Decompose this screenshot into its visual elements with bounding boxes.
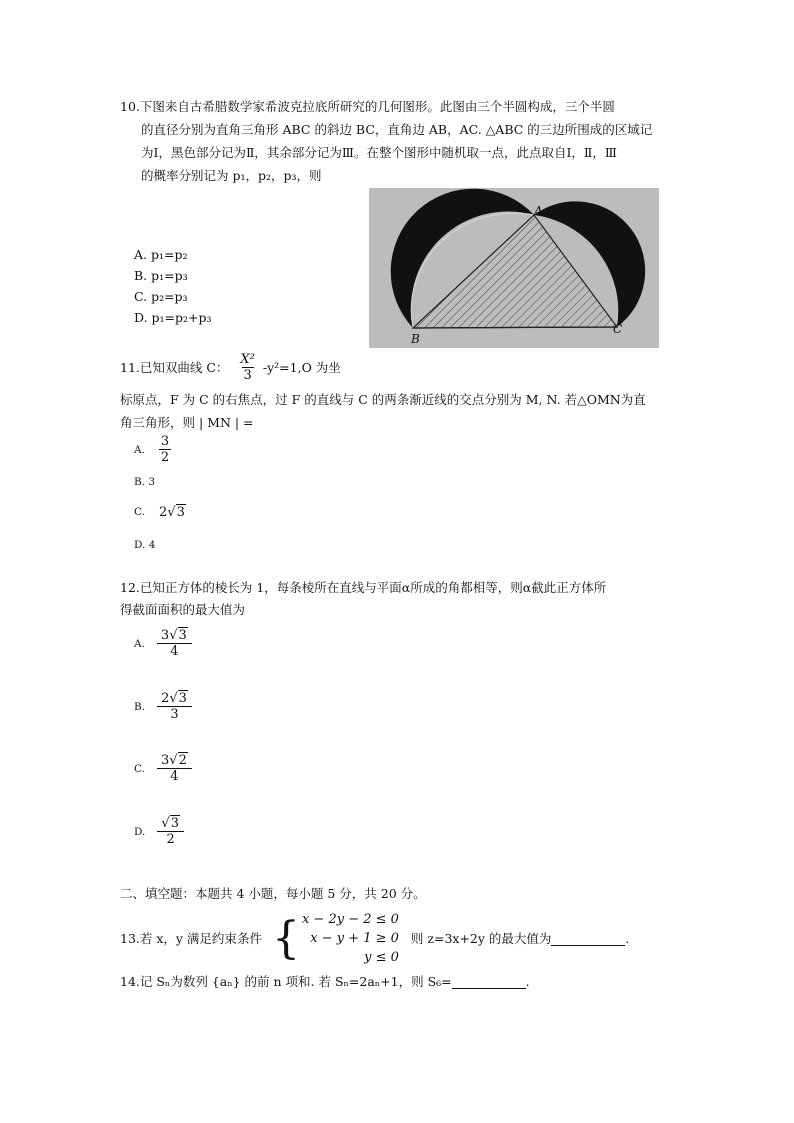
q11-option-d: D. 4 bbox=[134, 539, 156, 551]
constraint-1: x − 2y − 2 ≤ 0 bbox=[301, 912, 399, 927]
q12-line-1: 12.已知正方体的棱长为 1，每条棱所在直线与平面α所成的角都相等，则α截此正方体所 bbox=[120, 580, 607, 595]
q12-line-2: 得截面面积的最大值为 bbox=[120, 602, 246, 617]
q11-stem-start: 11.已知双曲线 C： bbox=[120, 360, 229, 375]
q11-stem-end: -y²=1,O 为坐 bbox=[262, 360, 341, 375]
q11-option-a: A. $\frac{3}{2}$ bbox=[134, 434, 170, 465]
q11-stem bbox=[120, 352, 341, 383]
figure-label-a: A bbox=[534, 204, 543, 218]
q11-line-3: 角三角形，则 | MN | = bbox=[120, 415, 254, 430]
q13: 13.若 x，y 满足约束条件 { x − 2y − 2 ≤ 0 x − y + 1 ≥ 0 y ≤ 0 则 z=3x+2y 的最大值为 . bbox=[120, 912, 630, 965]
hippocrates-lune-figure bbox=[369, 188, 659, 348]
q10-line-1: 10.下图来自古希腊数学家希波克拉底所研究的几何图形。此图由三个半圆构成，三个半圆 bbox=[120, 99, 615, 114]
constraint-3: y ≤ 0 bbox=[364, 950, 399, 965]
q11-line-2: 标原点，F 为 C 的右焦点，过 F 的直线与 C 的两条渐近线的交点分别为 M, N. 若△OMN为直 bbox=[120, 392, 646, 407]
q10-option-c: C. p₂=p₃ bbox=[134, 289, 188, 304]
q12-option-a: A. $\frac{3√3}{4}$ bbox=[134, 628, 190, 659]
q14: 14.记 Sₙ为数列 {aₙ} 的前 n 项和. 若 Sₙ=2aₙ+1，则 S₆= . bbox=[120, 970, 530, 993]
q12-option-b: B. $\frac{2√3}{3}$ bbox=[134, 691, 190, 722]
q12-option-c: C. $\frac{3√2}{4}$ bbox=[134, 753, 190, 784]
answer-blank-14[interactable] bbox=[452, 975, 526, 989]
q10-option-d: D. p₁=p₂+p₃ bbox=[134, 310, 212, 325]
answer-blank-13[interactable] bbox=[551, 932, 625, 946]
q12-option-d: D. $\frac{√3}{2}$ bbox=[134, 816, 182, 847]
q10-line-3: 为Ⅰ，黑色部分记为Ⅱ，其余部分记为Ⅲ。在整个图形中随机取一点，此点取自Ⅰ，Ⅱ，Ⅲ bbox=[141, 145, 617, 160]
constraint-system bbox=[302, 910, 399, 967]
q13-post: 则 z=3x+2y 的最大值为 bbox=[410, 931, 552, 946]
section-heading: 二、填空题：本题共 4 小题，每小题 5 分，共 20 分。 bbox=[120, 886, 426, 901]
figure-label-b: B bbox=[411, 332, 420, 346]
figure-label-c: C bbox=[613, 322, 623, 336]
q10-option-a: A. p₁=p₂ bbox=[134, 247, 188, 262]
constraint-2: x − y + 1 ≥ 0 bbox=[310, 931, 399, 946]
q10-line-2: 的直径分别为直角三角形 ABC 的斜边 BC，直角边 AB，AC. △ABC 的三边所围成的区域记 bbox=[141, 122, 653, 137]
q13-pre: 13.若 x，y 满足约束条件 bbox=[120, 931, 262, 946]
brace-icon: { bbox=[271, 912, 300, 964]
q11-option-c: C. 2 √ 3 bbox=[134, 504, 185, 520]
q10-line-4: 的概率分别记为 p₁，p₂，p₃，则 bbox=[141, 168, 322, 183]
q14-text: 14.记 Sₙ为数列 {aₙ} 的前 n 项和. 若 Sₙ=2aₙ+1，则 S₆= bbox=[120, 974, 452, 989]
q10-option-b: B. p₁=p₃ bbox=[134, 268, 188, 283]
q11-option-b: B. 3 bbox=[134, 476, 156, 488]
q11-fraction: $\frac{\text{X²}}{3}$ bbox=[240, 352, 255, 383]
